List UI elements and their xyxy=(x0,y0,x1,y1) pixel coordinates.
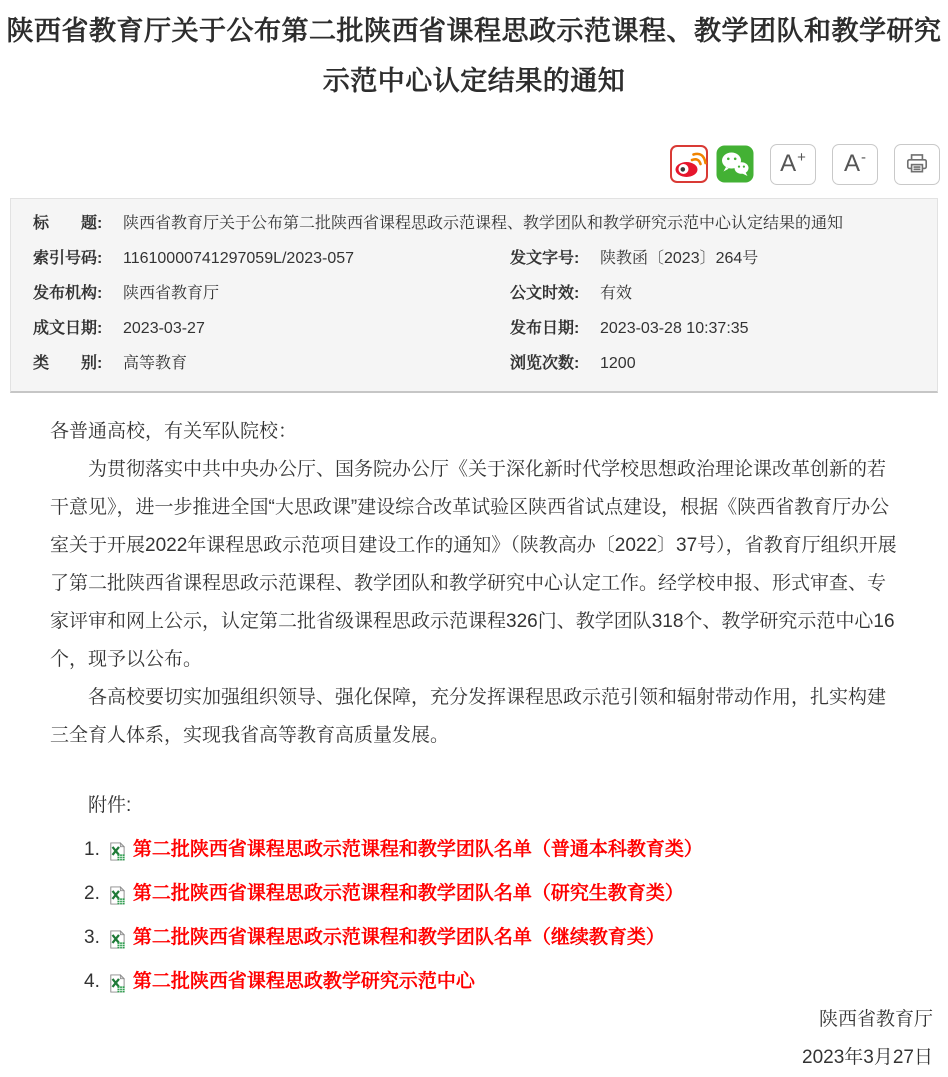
attachment-item xyxy=(84,967,898,997)
meta-value: 11610000741297059L/2023-057 xyxy=(123,250,355,267)
attachment-label: 第二批陕西省课程思政教学研究示范中心 xyxy=(132,971,475,992)
meta-row xyxy=(11,311,937,346)
meta-label: 索引号码: xyxy=(33,250,103,267)
attachment-link[interactable] xyxy=(107,835,703,865)
minus-sign: - xyxy=(861,148,866,166)
attachment-number: 1. xyxy=(84,839,100,860)
meta-value: 2023-03-27 xyxy=(123,320,205,337)
attachment-item xyxy=(84,923,898,953)
meta-label: 发布日期: xyxy=(510,320,580,337)
attachment-number: 2. xyxy=(84,883,100,904)
meta-value: 1200 xyxy=(600,355,636,372)
meta-panel xyxy=(10,198,938,393)
attachment-label: 第二批陕西省课程思政示范课程和教学团队名单（研究生教育类） xyxy=(132,883,684,904)
toolbar xyxy=(8,142,940,186)
printer-icon xyxy=(904,150,930,179)
page-title: 陕西省教育厅关于公布第二批陕西省课程思政示范课程、教学团队和教学研究示范中心认定结果的通知 xyxy=(6,16,942,96)
paragraph: 各高校要切实加强组织领导、强化保障，充分发挥课程思政示范引领和辐射带动作用，扎实构建三全育人体系，实现我省高等教育高质量发展。 xyxy=(50,687,887,746)
print-button[interactable] xyxy=(894,144,940,185)
meta-row xyxy=(11,346,937,381)
meta-value: 高等教育 xyxy=(123,355,188,372)
meta-label: 浏览次数: xyxy=(510,355,580,372)
paragraph: 为贯彻落实中共中央办公厅、国务院办公厅《关于深化新时代学校思想政治理论课改革创新的若干意见》，进一步推进全国“大思政课”建设综合改革试验区陕西省试点建设，根据《陕西省教育厅办公室关于开展2022年课程思政示范项目建设工作的通知》（陕教高办〔2022〕37号），省教育厅组织开展了第二批陕西省课程思政示范课程、教学团队和教学研究中心认定工作。经学校申报、形式审查、专家评审和网上公示，认定第二批省级课程思政示范课程326门、教学团队318个、教学研究示范中心16个，现予以公布。 xyxy=(50,459,897,670)
excel-file-icon xyxy=(107,929,126,948)
attachment-number: 4. xyxy=(84,971,100,992)
excel-file-icon xyxy=(107,841,126,860)
document-footer xyxy=(15,1001,933,1077)
meta-value: 陕西省教育厅 xyxy=(123,285,220,302)
meta-value: 陕西省教育厅关于公布第二批陕西省课程思政示范课程、教学团队和教学研究示范中心认定结果的通知 xyxy=(123,215,844,232)
attachment-link[interactable] xyxy=(107,923,665,953)
meta-row xyxy=(11,241,937,276)
signature-date: 2023年3月27日 xyxy=(802,1047,933,1068)
plus-sign: + xyxy=(797,148,806,166)
signature-agency: 陕西省教育厅 xyxy=(818,1009,933,1030)
meta-label: 成文日期: xyxy=(33,320,103,337)
attachment-link[interactable] xyxy=(107,879,684,909)
meta-value: 有效 xyxy=(600,285,633,302)
attachment-item xyxy=(84,879,898,909)
meta-value: 陕教函〔2023〕264号 xyxy=(600,250,759,267)
font-decrease-label: A xyxy=(843,150,860,177)
meta-label: 标 题: xyxy=(33,215,103,232)
meta-table xyxy=(11,206,937,381)
meta-value: 2023-03-28 10:37:35 xyxy=(600,320,749,337)
attachments-section xyxy=(50,791,898,997)
meta-label: 类 别: xyxy=(33,355,103,372)
document-body xyxy=(50,413,898,755)
weibo-share-icon[interactable] xyxy=(670,145,708,183)
attachment-link[interactable] xyxy=(107,967,475,997)
attachment-item xyxy=(84,835,898,865)
meta-label: 发文字号: xyxy=(510,250,580,267)
attachment-label: 第二批陕西省课程思政示范课程和教学团队名单（继续教育类） xyxy=(132,927,665,948)
attachment-number: 3. xyxy=(84,927,100,948)
wechat-share-icon[interactable] xyxy=(716,145,754,183)
attachment-label: 第二批陕西省课程思政示范课程和教学团队名单（普通本科教育类） xyxy=(132,839,703,860)
excel-file-icon xyxy=(107,973,126,992)
attachments-heading: 附件: xyxy=(88,795,132,816)
font-increase-label: A xyxy=(780,150,797,177)
meta-row xyxy=(11,276,937,311)
meta-label: 发布机构: xyxy=(33,285,103,302)
meta-label: 公文时效: xyxy=(510,285,580,302)
meta-row xyxy=(11,206,937,241)
salutation: 各普通高校，有关军队院校： xyxy=(50,421,298,442)
font-increase-button[interactable] xyxy=(770,144,816,185)
font-decrease-button[interactable] xyxy=(832,144,878,185)
attachment-list xyxy=(50,835,898,997)
excel-file-icon xyxy=(107,885,126,904)
